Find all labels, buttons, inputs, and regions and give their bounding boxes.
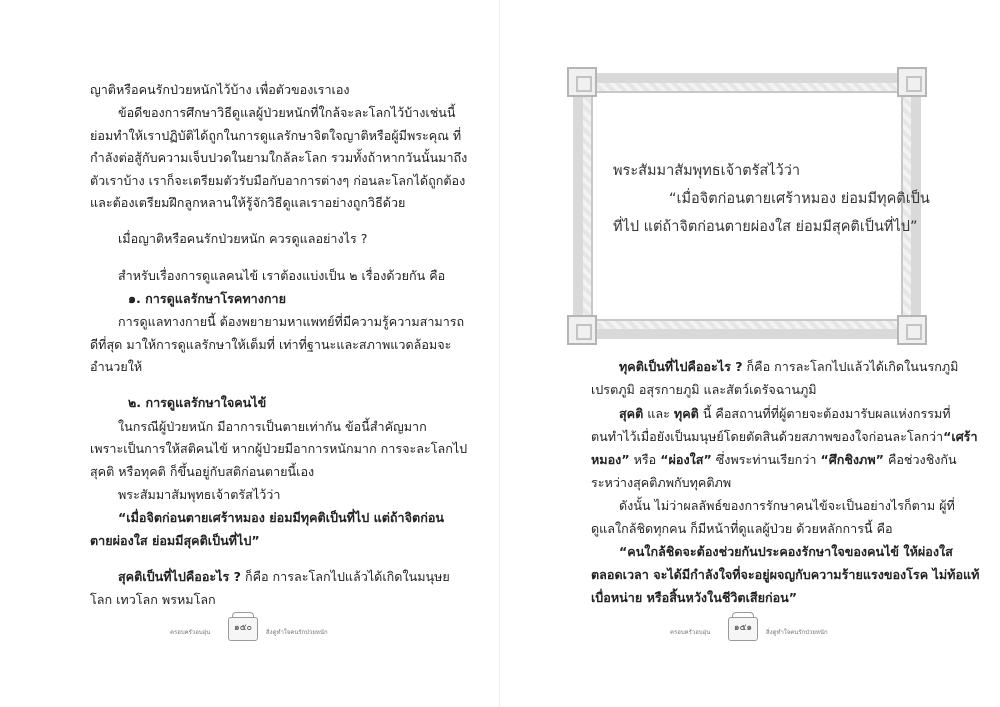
text-line: อำนวยให้ <box>90 359 143 374</box>
text-line <box>591 426 978 448</box>
term-bold: สุคติ <box>619 406 644 421</box>
quote-line: “คนใกล้ชิดจะต้องช่วยกันประคองรักษาใจของคนไข้ ให้ผ่องใส <box>619 544 953 559</box>
term-bold: ทุคติ <box>673 406 699 421</box>
text-line: สำหรับเรื่องการดูแลคนไข้ เราต้องแบ่งเป็น ๒ เรื่องด้วยกัน คือ <box>118 268 446 283</box>
frame-corner-icon <box>567 315 597 345</box>
text-line: ตัวเราบ้าง เราก็จะเตรียมตัวรับมือกับอาการต่างๆ ก่อนละโลกได้ถูกต้อง <box>90 173 466 188</box>
text-line: เมื่อญาติหรือคนรักป่วยหนัก ควรดูแลอย่างไร ? <box>118 231 368 246</box>
page-footer <box>670 617 850 643</box>
page-number-badge: ๑๕๐ <box>228 617 258 641</box>
section-heading: ๒. การดูแลรักษาใจคนไข้ <box>128 395 267 410</box>
text-line: ดีที่สุด มาให้การดูแลรักษาให้เต็มที่ เท่าที่ฐานะและสภาพแวดล้อมจะ <box>90 337 452 352</box>
text-line <box>619 356 958 378</box>
frame-corner-icon <box>897 315 927 345</box>
text-line: ข้อดีของการศึกษาวิธีดูแลผู้ป่วยหนักที่ใกล้จะละโลกไว้บ้างเช่นนี้ <box>118 105 456 120</box>
text-line: พระสัมมาสัมพุทธเจ้าตรัสไว้ว่า <box>118 487 281 502</box>
quote-line: ตายผ่องใส ย่อมมีสุคติเป็นที่ไป” <box>90 533 260 548</box>
text-span: คือช่วงชิงกัน <box>883 452 957 467</box>
term-bold: “เศร้า <box>943 429 978 444</box>
term-bold: “ศึกชิงภพ” <box>820 452 884 467</box>
page-number-badge: ๑๕๑ <box>728 617 758 641</box>
frame-quote-line: ที่ไป แต่ถ้าจิตก่อนตายผ่องใส ย่อมมีสุคติเป็นที่ไป” <box>613 219 918 235</box>
text-span: ตนทำไว้เมื่อยังเป็นมนุษย์โดยตัดสินด้วยสภาพของใจก่อนละโลกว่า <box>591 429 944 444</box>
text-line <box>591 449 957 471</box>
text-line: ย่อมทำให้เราปฏิบัติได้ถูกในการดูแลรักษาจิตใจญาติหรือผู้มีพระคุณ ที่ <box>90 128 462 143</box>
text-line: การดูแลทางกายนี้ ต้องพยายามหาแพทย์ที่มีความรู้ความสามารถ <box>118 314 465 329</box>
text-span: หรือ <box>629 452 661 467</box>
text-line: เปรตภูมิ อสุรกายภูมิ และสัตว์เดรัจฉานภูมิ <box>591 382 817 397</box>
footer-book-title: สิ่งดูทำใจคนรักป่วยหนัก <box>766 629 828 636</box>
text-line: ดังนั้น ไม่ว่าผลลัพธ์ของการรักษาคนไข้จะเป็นอย่างไรก็ตาม ผู้ที่ <box>619 498 955 513</box>
term-bold: หมอง” <box>591 452 630 467</box>
text-line: และต้องเตรียมฝึกลูกหลานให้รู้จักวิธีดูแลเราอย่างถูกวิธีด้วย <box>90 195 406 210</box>
footer-book-title: สิ่งดูทำใจคนรักป่วยหนัก <box>266 629 328 636</box>
quote-line: ตลอดเวลา จะได้มีกำลังใจที่จะอยู่ผจญกับความร้ายแรงของโรค ไม่ท้อแท้ <box>591 567 980 582</box>
term-bold: “ผ่องใส” <box>660 452 712 467</box>
text-line: กำลังต่อสู้กับความเจ็บปวดในยามใกล้ละโลก รวมทั้งถ้าหากวันนั้นมาถึง <box>90 150 468 165</box>
text-line: เพราะเป็นการให้สติคนไข้ หากผู้ป่วยมีอาการหนักมาก การจะละโลกไป <box>90 441 468 456</box>
text-span: นี้ คือสถานที่ที่ผู้ตายจะต้องมารับผลแห่งกรรมที่ <box>698 406 951 421</box>
text-line: ดูแลใกล้ชิดทุกคน ก็มีหน้าที่ดูแลผู้ป่วย ด้วยหลักการนี้ คือ <box>591 521 893 536</box>
text-line <box>619 403 951 425</box>
text-line: ในกรณีผู้ป่วยหนัก มีอาการเป็นตายเท่ากัน ข้อนี้สำคัญมาก <box>118 419 427 434</box>
text-line: สุคติ หรือทุคติ ก็ขึ้นอยู่กับสติก่อนตายนี้เอง <box>90 464 315 479</box>
text-span: และ <box>643 406 674 421</box>
quote-line: “เมื่อจิตก่อนตายเศร้าหมอง ย่อมมีทุคติเป็นที่ไป แต่ถ้าจิตก่อน <box>118 510 444 525</box>
text-line: ระหว่างสุคติภพกับทุคติภพ <box>591 475 732 490</box>
footer-series-label: ครอบครัวอบอุ่น <box>670 629 711 636</box>
text-span: ซึ่งพระท่านเรียกว่า <box>711 452 821 467</box>
quote-line: เบื่อหน่าย หรือสิ้นหวังในชีวิตเสียก่อน” <box>591 590 798 605</box>
frame-quote-line: พระสัมมาสัมพุทธเจ้าตรัสไว้ว่า <box>613 163 800 179</box>
term-bold: ทุคติเป็นที่ไปคืออะไร ? <box>619 359 743 374</box>
footer-series-label: ครอบครัวอบอุ่น <box>170 629 211 636</box>
section-heading: ๑. การดูแลรักษาโรคทางกาย <box>128 291 286 306</box>
text-line: โลก เทวโลก พรหมโลก <box>90 592 216 607</box>
frame-corner-icon <box>567 67 597 97</box>
frame-corner-icon <box>897 67 927 97</box>
text-span: ก็คือ การละโลกไปแล้วได้เกิดในมนุษย <box>240 569 450 584</box>
decorative-quote-frame <box>573 73 930 339</box>
text-line: ญาติหรือคนรักป่วยหนักไว้บ้าง เพื่อตัวของเราเอง <box>90 82 350 97</box>
text-line <box>118 566 450 588</box>
right-page <box>500 0 1000 707</box>
page-footer <box>170 617 350 643</box>
text-span: ก็คือ การละโลกไปแล้วได้เกิดในนรกภูมิ <box>742 359 959 374</box>
frame-quote-line: “เมื่อจิตก่อนตายเศร้าหมอง ย่อมมีทุคติเป็น <box>669 191 930 207</box>
term-bold: สุคติเป็นที่ไปคืออะไร ? <box>118 569 241 584</box>
